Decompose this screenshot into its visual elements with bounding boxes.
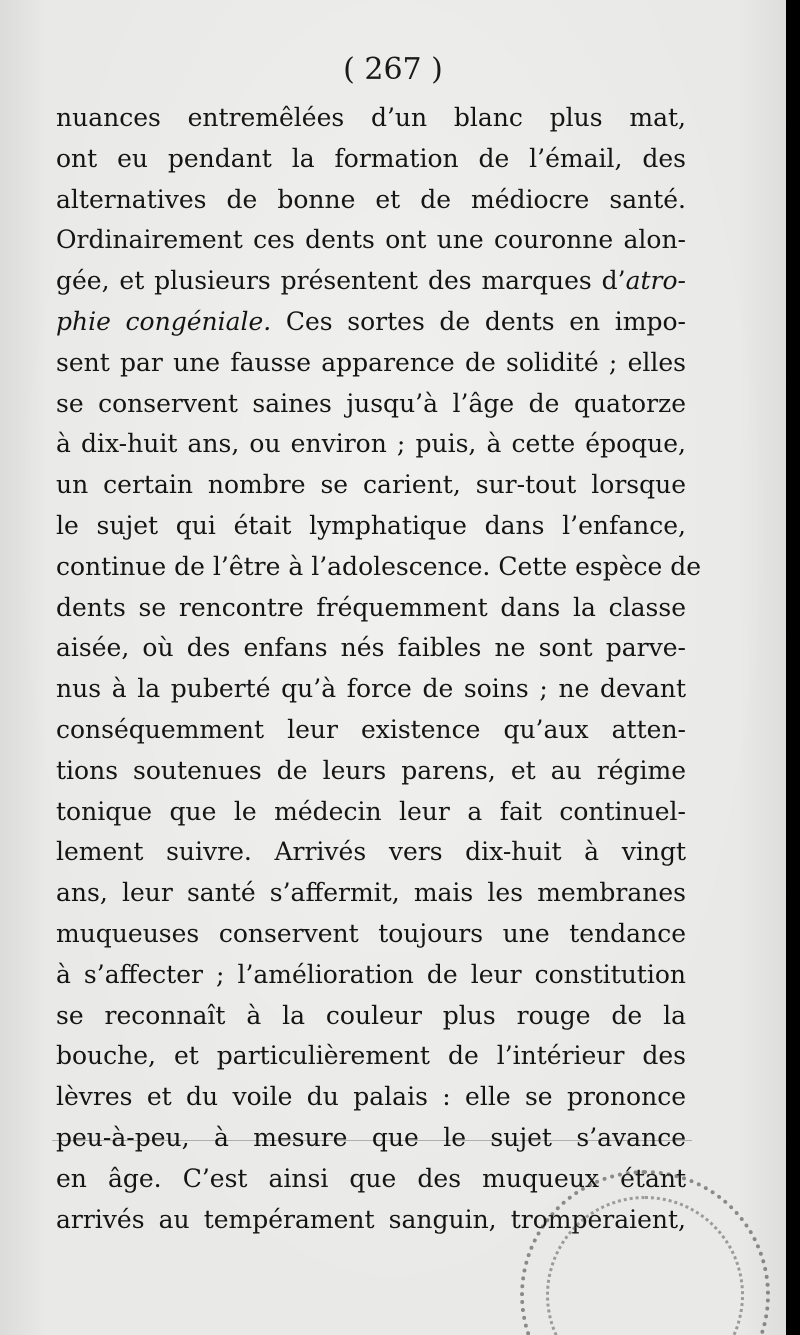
text-line: conséquemment leur existence qu’aux atten- — [56, 714, 686, 744]
text-line: peu-à-peu, à mesure que le sujet s’avance — [56, 1122, 686, 1152]
text-line: ont eu pendant la formation de l’émail, des — [56, 143, 686, 173]
text-line: se reconnaît à la couleur plus rouge de la — [56, 1000, 686, 1030]
text-line: Ordinairement ces dents ont une couronne alon- — [56, 225, 686, 255]
page-number: ( 267 ) — [343, 52, 443, 87]
text-line: phie congéniale. Ces sortes de dents en impo- — [56, 306, 686, 336]
italic-text: phie congéniale. — [56, 306, 272, 336]
text-line: alternatives de bonne et de médiocre santé. — [56, 184, 686, 214]
text-line: continue de l’être à l’adolescence. Cette espèce de — [56, 551, 702, 581]
bleed-through-rule — [52, 1140, 692, 1141]
body-text — [56, 98, 702, 1240]
text-line: tions soutenues de leurs parens, et au régime — [56, 755, 686, 785]
text-line: en âge. C’est ainsi que des muqueux étant — [56, 1163, 686, 1193]
text-line: dents se rencontre fréquemment dans la classe — [56, 592, 686, 622]
text-line: se conservent saines jusqu’à l’âge de quatorze — [56, 388, 686, 418]
text-line: ans, leur santé s’affermit, mais les membranes — [56, 878, 686, 908]
text-line: sent par une fausse apparence de solidité ; elles — [56, 347, 686, 377]
text-line: nuances entremêlées d’un blanc plus mat, — [56, 103, 686, 132]
text-line: le sujet qui était lymphatique dans l’enfance, — [56, 510, 686, 540]
text-line: gée, et plusieurs présentent des marques d’atro- — [56, 266, 686, 296]
text-line: muqueuses conservent toujours une tendance — [56, 918, 686, 948]
italic-text: atro- — [625, 266, 686, 296]
text-line: arrivés au tempérament sanguin, tromperaient, — [56, 1204, 686, 1234]
text-line: aisée, où des enfans nés faibles ne sont parve- — [56, 633, 686, 663]
text-line: lèvres et du voile du palais : elle se prononce — [56, 1082, 686, 1112]
text-line: un certain nombre se carient, sur-tout lorsque — [56, 470, 686, 500]
text-line: à s’affecter ; l’amélioration de leur constitution — [56, 959, 686, 989]
text-line: lement suivre. Arrivés vers dix-huit à vingt — [56, 837, 686, 867]
text-line: tonique que le médecin leur a fait continuel- — [56, 796, 686, 826]
text-line: à dix-huit ans, ou environ ; puis, à cette époque, — [56, 429, 686, 459]
text-line: nus à la puberté qu’à force de soins ; ne devant — [56, 674, 686, 704]
text-line: bouche, et particulièrement de l’intérieur des — [56, 1041, 686, 1071]
